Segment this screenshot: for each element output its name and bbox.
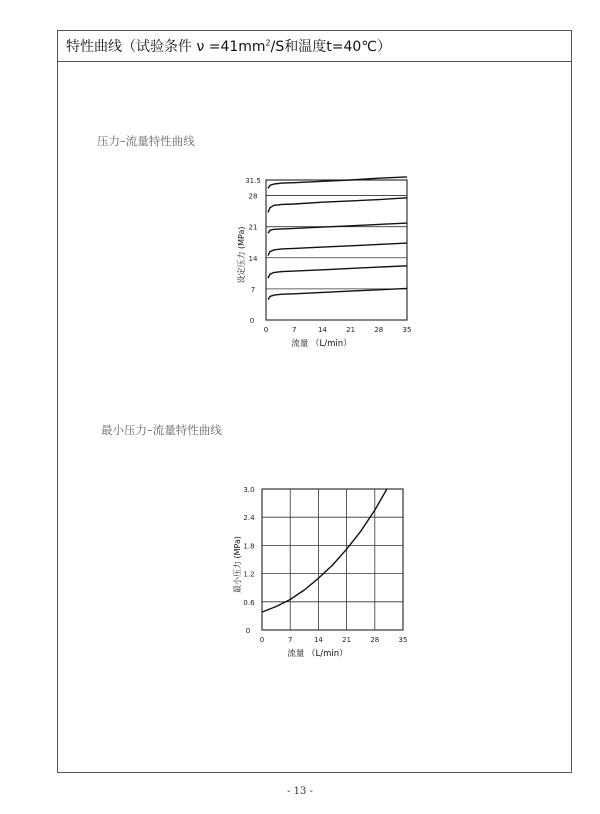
chart2-ytick-label: 2.4	[243, 514, 255, 523]
chart2-ytick-label: 0.6	[243, 598, 255, 607]
chart1-ytick-label: 31.5	[245, 177, 261, 185]
chart1-xtick-label: 0	[263, 326, 269, 334]
chart1-ytick-label: 7	[250, 285, 256, 294]
chart2-xtick-label: 21	[342, 636, 352, 644]
chart1-xtick-label: 14	[317, 326, 327, 334]
chart2-xtick-label: 7	[287, 636, 293, 644]
chart2-ytick-label: 1.8	[243, 542, 255, 551]
chart2-xtick-label: 14	[313, 636, 323, 644]
chart2-series-line-1	[262, 489, 387, 612]
chart2-xtick-label: 28	[370, 636, 380, 644]
chart1-xtick-label: 21	[346, 326, 356, 334]
page-title-superscript: 2	[265, 38, 271, 48]
chart2-ytick-label: 0	[245, 627, 251, 635]
chart1-xtick-label: 35	[402, 326, 412, 334]
chart1-title: 压力–流量特性曲线	[97, 134, 195, 148]
chart1-ytick-label: 0	[249, 317, 255, 325]
chart2-xtick-label: 35	[398, 636, 408, 644]
chart1-ytick-label: 14	[248, 254, 258, 263]
chart2-ytick-label: 3.0	[243, 486, 255, 494]
chart2-y-axis-label: 最小压力 (MPa)	[233, 535, 242, 594]
chart1-xtick-label: 28	[374, 326, 384, 334]
chart2-title: 最小压力–流量特性曲线	[101, 423, 222, 437]
chart2-plot-frame	[262, 489, 403, 630]
chart1-xtick-label: 7	[291, 326, 297, 334]
chart2-x-axis-label: 流量 （L/min）	[287, 649, 348, 659]
chart1-ytick-label: 28	[248, 192, 258, 201]
chart1-ytick-label: 21	[248, 223, 258, 232]
page-title-main: 特性曲线（试验条件 ν =41mm	[66, 39, 266, 55]
chart1-y-axis-label: 设定压力 (MPa)	[237, 226, 246, 284]
page-title-rest: /S和温度t=40℃）	[270, 39, 392, 55]
chart2-ytick-label: 1.2	[243, 570, 255, 579]
chart2-xtick-label: 0	[259, 636, 265, 644]
page-number: - 13 -	[287, 786, 313, 797]
chart1-x-axis-label: 流量 （L/min）	[291, 339, 352, 349]
